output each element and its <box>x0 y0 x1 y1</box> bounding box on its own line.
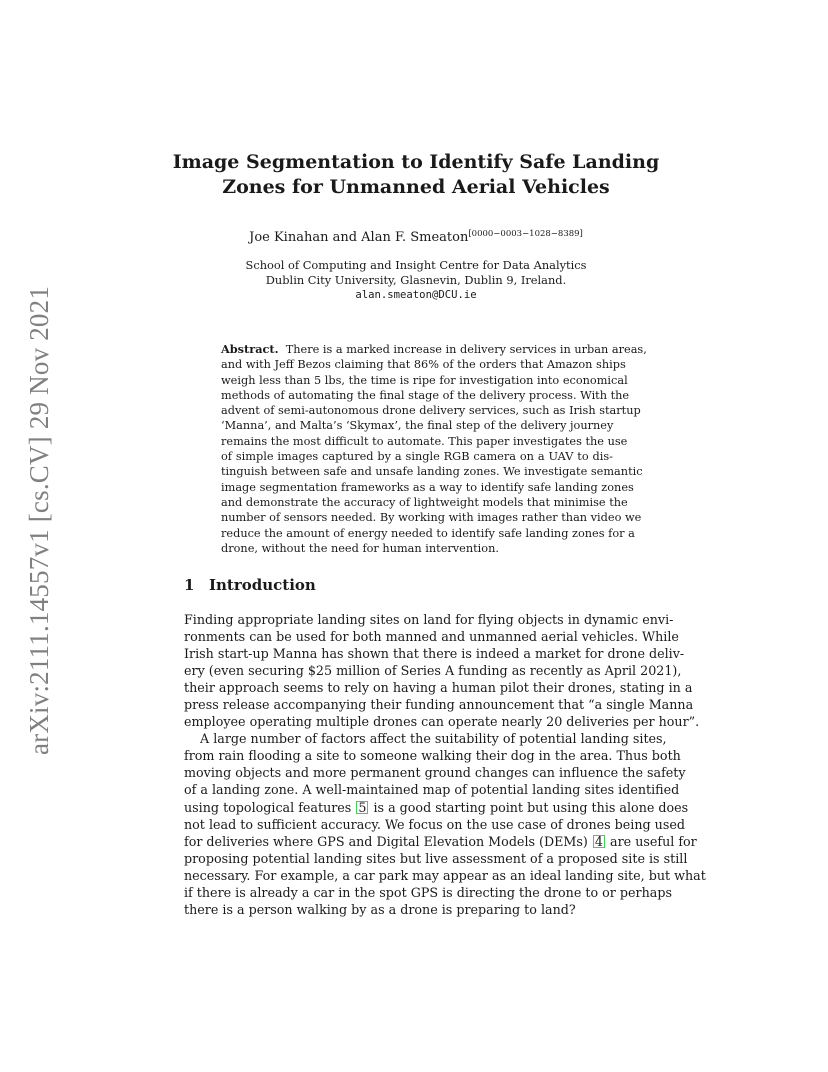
abstract-line: tinguish between safe and unsafe landing zones. We investigate semantic <box>221 465 643 479</box>
body-line: necessary. For example, a car park may appear as an ideal landing site, but what <box>184 867 706 883</box>
abstract-line: number of sensors needed. By working with images rather than video we <box>221 511 642 525</box>
abstract-line: and demonstrate the accuracy of lightweight models that minimise the <box>221 495 628 509</box>
body-line: for deliveries where GPS and Digital Elevation Models (DEMs) 4 are useful for <box>184 833 697 849</box>
body-line: if there is already a car in the spot GPS is directing the drone to or perhaps <box>184 884 672 900</box>
abstract-line: weigh less than 5 lbs, the time is ripe for investigation into economical <box>221 373 628 387</box>
body-line: using topological features 5 is a good starting point but using this alone does <box>184 799 689 815</box>
body-line: there is a person walking by as a drone is preparing to land? <box>184 901 576 917</box>
body-line: ery (even securing $25 million of Series A funding as recently as April 2021), <box>184 663 682 679</box>
body-line: A large number of factors affect the suitability of potential landing sites, <box>200 731 667 747</box>
body-line: ronments can be used for both manned and unmanned aerial vehicles. While <box>184 629 679 645</box>
body-line: from rain flooding a site to someone walking their dog in the area. Thus both <box>184 748 681 764</box>
body-line: not lead to sufficient accuracy. We focus on the use case of drones being used <box>184 816 685 832</box>
abstract-line: Abstract. There is a marked increase in delivery services in urban areas, <box>221 342 647 356</box>
email-link[interactable]: alan.smeaton@DCU.ie <box>355 289 477 301</box>
abstract-line: advent of semi-autonomous drone delivery services, such as Irish startup <box>221 404 641 418</box>
abstract-line: image segmentation frameworks as a way to identify safe landing zones <box>221 480 634 494</box>
section-title: Introduction <box>209 576 316 594</box>
orcid-id[interactable]: [0000−0003−1028−8389] <box>468 229 583 239</box>
paper-title <box>150 150 682 200</box>
arxiv-identifier-sidebar <box>20 285 60 755</box>
section-heading-introduction <box>184 576 316 594</box>
abstract <box>221 342 647 556</box>
body-line: Irish start-up Manna has shown that there is indeed a market for drone deliv- <box>184 646 685 662</box>
abstract-line: and with Jeff Bezos claiming that 86% of the orders that Amazon ships <box>221 358 626 372</box>
abstract-line: methods of automating the final stage of the delivery process. With the <box>221 388 630 402</box>
affiliation-block <box>150 258 682 303</box>
body-line: Finding appropriate landing sites on land for flying objects in dynamic envi- <box>184 612 674 627</box>
title-line-1: Image Segmentation to Identify Safe Landing <box>172 151 660 173</box>
body-line: of a landing zone. A well-maintained map of potential landing sites identified <box>184 782 680 798</box>
abstract-line: ‘Manna’, and Malta’s ‘Skymax’, the final step of the delivery journey <box>221 419 614 433</box>
abstract-line: remains the most difficult to automate. This paper investigates the use <box>221 434 628 448</box>
author-line <box>150 229 682 245</box>
authors: Joe Kinahan and Alan F. Smeaton <box>249 230 469 245</box>
abstract-line: drone, without the need for human intervention. <box>221 541 499 555</box>
body-line: their approach seems to rely on having a human pilot their drones, stating in a <box>184 680 693 696</box>
citation-link[interactable]: 5 <box>358 799 367 815</box>
abstract-line: reduce the amount of energy needed to identify safe landing zones for a <box>221 526 635 540</box>
arxiv-identifier[interactable]: arXiv:2111.14557v1 [cs.CV] 29 Nov 2021 <box>24 285 55 755</box>
title-line-2: Zones for Unmanned Aerial Vehicles <box>222 176 610 198</box>
introduction-body <box>184 611 706 918</box>
body-line: employee operating multiple drones can operate nearly 20 deliveries per hour”. <box>184 714 700 730</box>
affiliation-line-1: School of Computing and Insight Centre for Data Analytics <box>245 258 587 272</box>
affiliation-line-2: Dublin City University, Glasnevin, Dublin 9, Ireland. <box>265 273 567 287</box>
abstract-label: Abstract. <box>221 342 279 356</box>
abstract-line: of simple images captured by a single RGB camera on a UAV to dis- <box>221 450 613 464</box>
body-line: press release accompanying their funding announcement that “a single Manna <box>184 697 694 713</box>
body-line: moving objects and more permanent ground changes can influence the safety <box>184 765 686 781</box>
body-line: proposing potential landing sites but live assessment of a proposed site is still <box>184 850 688 866</box>
citation-link[interactable]: 4 <box>594 833 603 849</box>
section-number: 1 <box>184 576 195 594</box>
